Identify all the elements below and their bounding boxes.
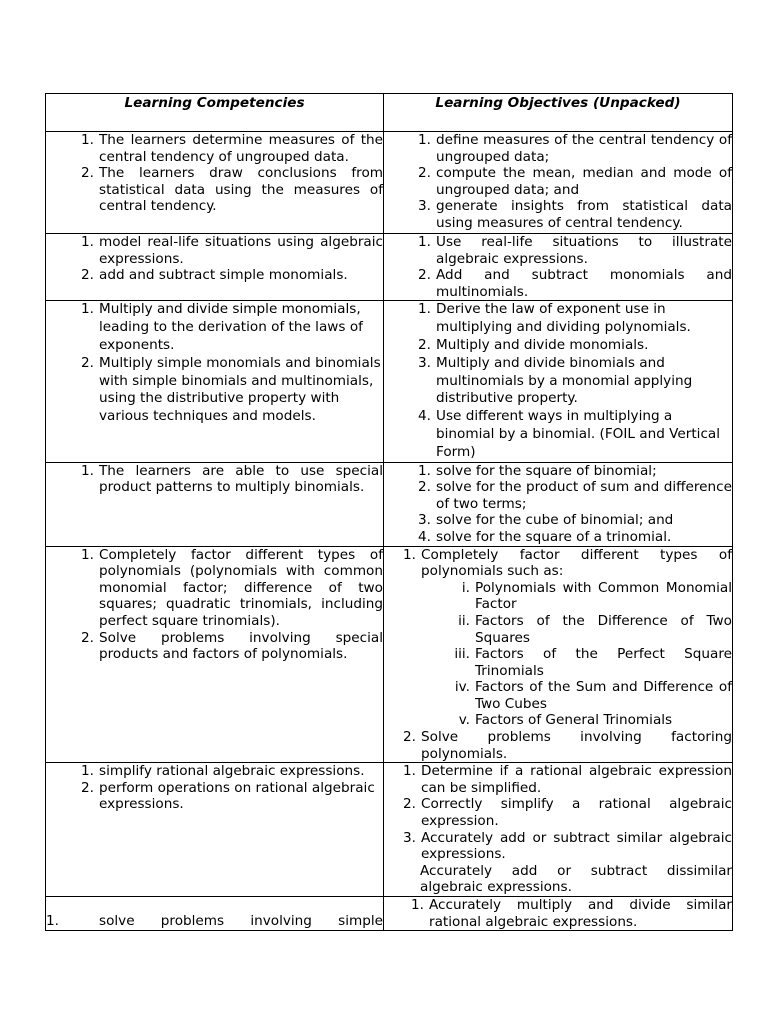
competencies-list [46, 547, 383, 663]
objectives-cell [384, 234, 733, 301]
competencies-list [46, 897, 383, 930]
list-item: 3. Accurately add or subtract similar algebraic expressions. [403, 829, 732, 863]
header-learning-objectives: Learning Objectives (Unpacked) [384, 94, 733, 132]
competencies-cell [46, 234, 384, 301]
objectives-list [384, 301, 732, 461]
objectives-cell [384, 546, 733, 763]
competencies-list [46, 763, 383, 813]
list-item: 4. Use different ways in multiplying a binomial by a binomial. (FOIL and Vertical Form) [418, 408, 721, 460]
objectives-list [384, 234, 732, 300]
table-row [46, 462, 733, 546]
objectives-list [384, 547, 732, 580]
competencies-cell [46, 546, 384, 763]
list-item: 2. Correctly simplify a rational algebraic expression. [403, 796, 732, 830]
competencies-list [46, 301, 383, 426]
list-item: 1. model real-life situations using algebraic expressions. [81, 234, 383, 267]
list-item: iv. Factors of the Sum and Difference of Two Cubes [454, 679, 732, 712]
objectives-list [384, 463, 732, 546]
competencies-cell [46, 301, 384, 462]
list-item: 1. Completely factor different types of polynomials (polynomials with common monomial factor; difference of two squares; quadratic trinomials, including perfect square trinomials). [81, 546, 383, 629]
list-item: 2. Multiply and divide monomials. [418, 336, 649, 353]
objectives-cell [384, 132, 733, 234]
list-item: i. Polynomials with Common Monomial Factor [461, 579, 732, 613]
objectives-list [384, 132, 732, 232]
list-item: 2. Add and subtract monomials and multinomials. [418, 267, 732, 300]
list-item: 1. The learners determine measures of the central tendency of ungrouped data. [81, 132, 383, 165]
header-learning-competencies: Learning Competencies [46, 94, 384, 132]
list-item: 2. perform operations on rational algebraic expressions. [81, 779, 375, 813]
list-item: 1. simplify rational algebraic expressions. [81, 763, 365, 780]
competencies-table [45, 93, 733, 931]
list-item: 1. Completely factor different types of polynomials such as: [403, 546, 732, 580]
objectives-list [384, 729, 732, 762]
competencies-cell [46, 132, 384, 234]
table-row [46, 763, 733, 897]
list-item: 1. Determine if a rational algebraic expression can be simplified. [403, 763, 732, 796]
list-item: 2. Solve problems involving special products and factors of polynomials. [81, 629, 383, 663]
list-item: 1. solve problems involving simple [46, 913, 383, 930]
list-item: 2. The learners draw conclusions from statistical data using the measures of central tendency. [81, 165, 383, 215]
objectives-list [384, 763, 732, 863]
list-item: 1. The learners are able to use special product patterns to multiply binomials. [81, 462, 383, 496]
table-row [46, 546, 733, 763]
list-item: ii. Factors of the Difference of Two Squares [458, 612, 732, 646]
list-item: v. Factors of General Trinomials [458, 712, 673, 729]
list-item: 1. Use real-life situations to illustrate algebraic expressions. [418, 234, 732, 267]
competencies-cell [46, 462, 384, 546]
list-item: 2. add and subtract simple monomials. [81, 267, 348, 284]
competencies-cell [46, 897, 384, 931]
objectives-extra-paragraph: Accurately add or subtract dissimilar algebraic expressions. [420, 862, 732, 896]
list-item: 1. Accurately multiply and divide similar rational algebraic expressions. [411, 897, 732, 930]
list-item: 1. Multiply and divide simple monomials, leading to the derivation of the laws of exponents. [81, 301, 363, 353]
objectives-cell [384, 462, 733, 546]
objectives-list [384, 897, 732, 930]
objective-subitems-list [384, 580, 732, 729]
list-item: 3. solve for the cube of binomial; and [418, 512, 674, 529]
list-item: 1. Derive the law of exponent use in multiplying and dividing polynomials. [418, 301, 691, 336]
objectives-cell [384, 301, 733, 462]
table-row [46, 132, 733, 234]
table-header-row [46, 94, 733, 132]
table-row [46, 234, 733, 301]
list-item: 3. Multiply and divide binomials and multinomials by a monomial applying distributive property. [418, 354, 693, 407]
competencies-list [46, 132, 383, 215]
list-item: 2. solve for the product of sum and difference of two terms; [418, 479, 732, 512]
list-item: iii. Factors of the Perfect Square Trinomials [454, 646, 732, 679]
list-item: 2. Solve problems involving factoring polynomials. [403, 729, 732, 762]
table-row [46, 897, 733, 931]
objectives-cell [384, 763, 733, 897]
competencies-list [46, 463, 383, 496]
competencies-list [46, 234, 383, 284]
list-item: 1. solve for the square of binomial; [418, 462, 657, 479]
list-item: 2. Multiply simple monomials and binomials with simple binomials and multinomials, using the distributive property with various techniques and models. [81, 354, 381, 425]
list-item: 1. define measures of the central tendency of ungrouped data; [418, 132, 732, 165]
competencies-cell [46, 763, 384, 897]
list-item: 4. solve for the square of a trinomial. [418, 528, 672, 545]
list-item: 2. compute the mean, median and mode of ungrouped data; and [418, 165, 732, 198]
list-item: 3. generate insights from statistical data using measures of central tendency. [418, 198, 732, 231]
table-row [46, 301, 733, 462]
objectives-cell [384, 897, 733, 931]
